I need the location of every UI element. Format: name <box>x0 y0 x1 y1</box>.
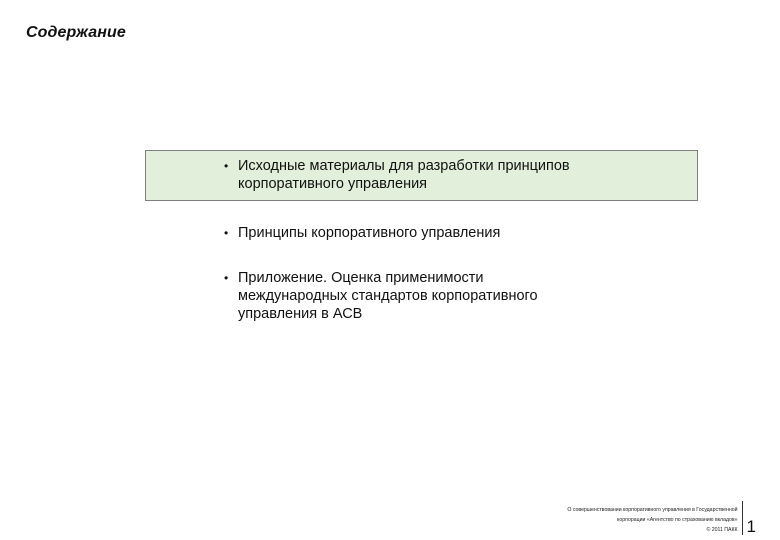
bullet-icon: • <box>224 159 229 173</box>
toc-item-label: Приложение. Оценка применимости международных стандартов корпоративного управления в АСВ <box>238 270 538 322</box>
footer-copyright: © 2011 ПАКК <box>706 527 738 533</box>
bullet-icon: • <box>224 271 229 285</box>
page-title: Содержание <box>26 24 126 41</box>
footer-line: корпорации «Агентство по страхованию вкладов» <box>617 517 738 523</box>
toc-item-label: Принципы корпоративного управления <box>238 225 501 241</box>
toc-item-label: Исходные материалы для разработки принципов корпоративного управления <box>238 158 570 192</box>
footer-caption <box>567 505 741 535</box>
footer-divider <box>742 501 743 535</box>
page-number: 1 <box>746 517 756 536</box>
footer-line: О совершенствовании корпоративного управления в Государственной <box>567 507 738 513</box>
bullet-icon: • <box>224 226 229 240</box>
toc-item-appendix[interactable] <box>145 269 698 323</box>
table-of-contents <box>145 150 698 323</box>
slide-footer <box>567 501 756 535</box>
toc-item-source-materials[interactable] <box>145 150 698 201</box>
toc-item-principles[interactable] <box>145 224 698 242</box>
